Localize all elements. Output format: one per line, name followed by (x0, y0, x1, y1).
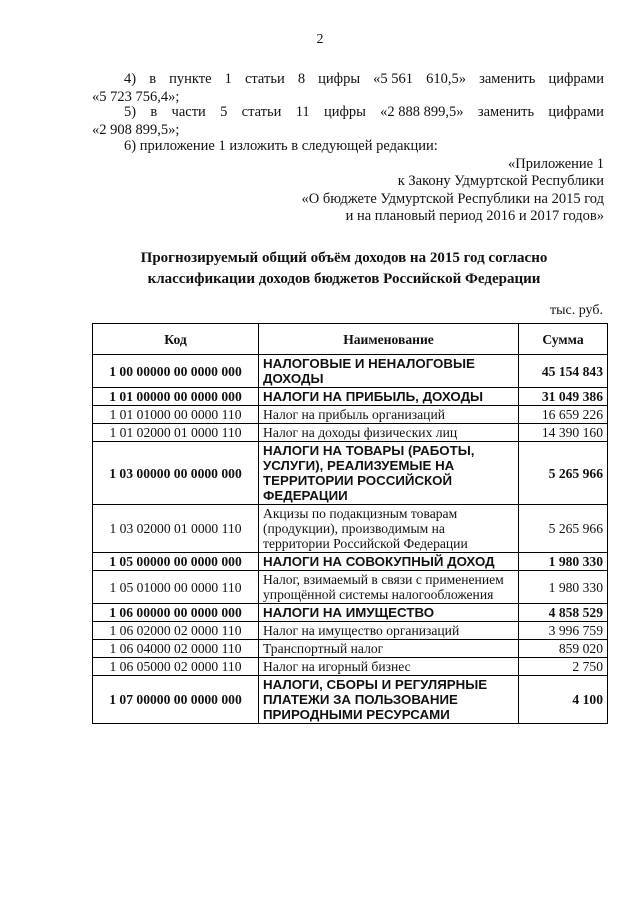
row-code: 1 06 04000 02 0000 110 (93, 640, 259, 658)
row-code: 1 06 02000 02 0000 110 (93, 622, 259, 640)
appendix-header-line4: и на плановый период 2016 и 2017 годов» (345, 208, 604, 224)
justified-word: части (171, 104, 206, 120)
justified-word: в (149, 71, 157, 87)
header-sum: Сумма (519, 324, 608, 355)
justified-word: заменить (479, 71, 536, 87)
page-number: 2 (316, 32, 324, 47)
table-row (93, 505, 608, 553)
justified-word: заменить (477, 104, 535, 120)
row-sum: 5 265 966 (519, 505, 608, 553)
row-name: Налог на прибыль организаций (259, 406, 519, 424)
table-row (93, 658, 608, 676)
paragraph-4-line1 (124, 70, 604, 88)
appendix-header-line3: «О бюджете Удмуртской Республики на 2015 год (301, 191, 604, 207)
row-name: НАЛОГИ НА СОВОКУПНЫЙ ДОХОД (259, 553, 519, 571)
justified-word: в (150, 104, 158, 120)
paragraph-5-line1 (124, 103, 604, 121)
row-code: 1 03 02000 01 0000 110 (93, 505, 259, 553)
table-row (93, 640, 608, 658)
row-name: НАЛОГОВЫЕ И НЕНАЛОГОВЫЕ ДОХОДЫ (259, 355, 519, 388)
row-name: НАЛОГИ НА ТОВАРЫ (РАБОТЫ, УСЛУГИ), РЕАЛИЗУЕМЫЕ НА ТЕРРИТОРИИ РОССИЙСКОЙ ФЕДЕРАЦИИ (259, 442, 519, 505)
row-code: 1 06 05000 02 0000 110 (93, 658, 259, 676)
row-sum: 2 750 (519, 658, 608, 676)
row-name: Налог на игорный бизнес (259, 658, 519, 676)
paragraph-4-line2: «5 723 756,4»; (92, 89, 180, 105)
justified-word: цифры (318, 71, 361, 87)
row-code: 1 05 00000 00 0000 000 (93, 553, 259, 571)
row-sum: 5 265 966 (519, 442, 608, 505)
row-name: НАЛОГИ НА ИМУЩЕСТВО (259, 604, 519, 622)
row-name: НАЛОГИ, СБОРЫ И РЕГУЛЯРНЫЕ ПЛАТЕЖИ ЗА ПОЛЬЗОВАНИЕ ПРИРОДНЫМИ РЕСУРСАМИ (259, 676, 519, 724)
row-name: НАЛОГИ НА ПРИБЫЛЬ, ДОХОДЫ (259, 388, 519, 406)
table-body (93, 355, 608, 724)
paragraph-5-line2: «2 908 899,5»; (92, 122, 180, 138)
row-sum: 1 980 330 (519, 553, 608, 571)
table-row (93, 571, 608, 604)
justified-word: 8 (297, 71, 306, 87)
table-row (93, 442, 608, 505)
table-row (93, 553, 608, 571)
title-line1: Прогнозируемый общий объём доходов на 2015 год согласно (140, 250, 548, 266)
justified-word: статьи (241, 104, 282, 120)
document-title (70, 248, 618, 290)
justified-word: пункте (169, 71, 212, 87)
row-code: 1 00 00000 00 0000 000 (93, 355, 259, 388)
row-code: 1 01 02000 01 0000 110 (93, 424, 259, 442)
paragraph-6: 6) приложение 1 изложить в следующей редакции: (124, 138, 438, 154)
appendix-header-line1: «Приложение 1 (508, 156, 604, 172)
row-code: 1 07 00000 00 0000 000 (93, 676, 259, 724)
title-line2: классификации доходов бюджетов Российской Федерации (147, 271, 541, 287)
table-row (93, 676, 608, 724)
header-name: Наименование (259, 324, 519, 355)
table-row (93, 604, 608, 622)
row-sum: 859 020 (519, 640, 608, 658)
row-name: Налог на доходы физических лиц (259, 424, 519, 442)
row-code: 1 06 00000 00 0000 000 (93, 604, 259, 622)
row-code: 1 03 00000 00 0000 000 (93, 442, 259, 505)
row-code: 1 01 00000 00 0000 000 (93, 388, 259, 406)
justified-word: цифрами (548, 104, 604, 120)
row-code: 1 05 01000 00 0000 110 (93, 571, 259, 604)
row-sum: 45 154 843 (519, 355, 608, 388)
row-sum: 3 996 759 (519, 622, 608, 640)
row-name: Транспортный налог (259, 640, 519, 658)
unit-label: тыс. руб. (550, 303, 603, 318)
row-name: Акцизы по подакцизным товарам (продукции), производимым на территории Российской Федерации (259, 505, 519, 553)
justified-word: цифрами (548, 71, 604, 87)
justified-word: 5) (124, 104, 137, 120)
row-name: Налог, взимаемый в связи с применением упрощённой системы налогообложения (259, 571, 519, 604)
appendix-header-line2: к Закону Удмуртской Республики (397, 173, 604, 189)
row-sum: 4 100 (519, 676, 608, 724)
table-row (93, 388, 608, 406)
justified-word: 11 (295, 104, 310, 120)
justified-word: статьи (244, 71, 285, 87)
row-sum: 1 980 330 (519, 571, 608, 604)
table-row (93, 406, 608, 424)
justified-word: 5 (220, 104, 228, 120)
table-row (93, 622, 608, 640)
row-code: 1 01 01000 00 0000 110 (93, 406, 259, 424)
table-row (93, 355, 608, 388)
justified-word: 1 (224, 71, 232, 87)
justified-word: 610,5» (426, 71, 467, 87)
header-code: Код (93, 324, 259, 355)
justified-word: «2 888 899,5» (380, 104, 464, 120)
row-sum: 31 049 386 (519, 388, 608, 406)
justified-word: цифры (323, 104, 366, 120)
justified-word: «5 561 (373, 71, 414, 87)
justified-word: 4) (124, 71, 137, 87)
row-sum: 16 659 226 (519, 406, 608, 424)
row-sum: 4 858 529 (519, 604, 608, 622)
revenue-table (92, 323, 608, 724)
row-name: Налог на имущество организаций (259, 622, 519, 640)
row-sum: 14 390 160 (519, 424, 608, 442)
table-header-row (93, 324, 608, 355)
table-row (93, 424, 608, 442)
